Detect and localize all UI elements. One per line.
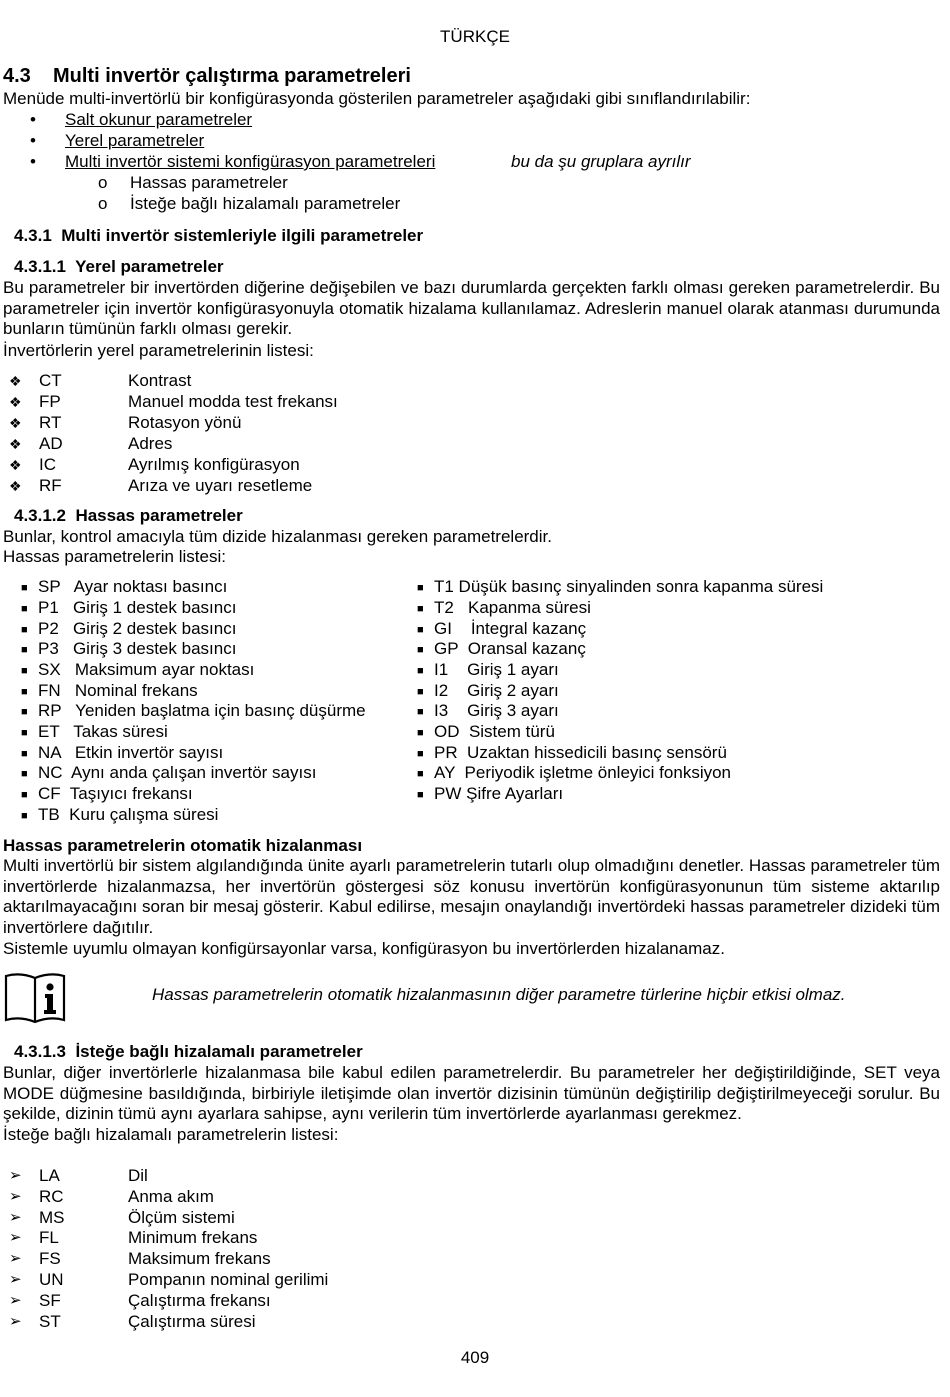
- square-bullet-icon: ■: [417, 768, 424, 780]
- list-item: [0, 1291, 600, 1311]
- category-list: [0, 110, 950, 220]
- subsection-heading-431: [14, 226, 423, 247]
- square-bullet-icon: ■: [21, 748, 28, 760]
- param-item: TB Kuru çalışma süresi: [38, 805, 219, 824]
- info-book-icon: [2, 970, 68, 1026]
- list-item: [0, 1312, 600, 1332]
- param-item: NC Aynı anda çalışan invertör sayısı: [38, 763, 317, 782]
- square-bullet-icon: ■: [417, 603, 424, 615]
- param-item: PW Şifre Ayarları: [434, 784, 564, 803]
- subsection-title: İsteğe bağlı hizalamalı parametreler: [75, 1042, 363, 1061]
- square-bullet-icon: ■: [417, 624, 424, 636]
- param-code: LA: [39, 1166, 60, 1185]
- param-item: NA Etkin invertör sayısı: [38, 743, 224, 762]
- param-desc: Çalıştırma frekansı: [128, 1291, 271, 1310]
- page-header: TÜRKÇE: [440, 27, 510, 46]
- sensitive-params-list-title: Hassas parametrelerin listesi:: [3, 547, 226, 566]
- param-code: IC: [39, 455, 56, 474]
- param-code: FP: [39, 392, 61, 411]
- arrow-bullet-icon: ➢: [9, 1292, 22, 1309]
- category-item: Yerel parametreler: [65, 131, 205, 150]
- param-desc: Dil: [128, 1166, 148, 1185]
- bullet-dot: •: [30, 110, 36, 129]
- sensitive-params-left-list: [0, 577, 420, 827]
- auto-alignment-heading: Hassas parametrelerin otomatik hizalanması: [3, 836, 363, 855]
- param-desc: Çalıştırma süresi: [128, 1312, 256, 1331]
- list-item: [0, 1270, 600, 1290]
- list-item: [0, 1228, 600, 1248]
- arrow-bullet-icon: ➢: [9, 1167, 22, 1184]
- param-desc: Manuel modda test frekansı: [128, 392, 338, 411]
- category-item: Salt okunur parametreler: [65, 110, 253, 129]
- sub-bullet: o: [98, 173, 108, 192]
- subsection-number: 4.3.1.1: [14, 257, 66, 276]
- page-number: 409: [460, 1348, 490, 1367]
- list-item: [0, 455, 600, 475]
- square-bullet-icon: ■: [21, 644, 28, 656]
- param-item: SX Maksimum ayar noktası: [38, 660, 255, 679]
- param-code: SF: [39, 1291, 61, 1310]
- subsection-title: Multi invertör sistemleriyle ilgili parametreler: [61, 226, 424, 245]
- param-code: FS: [39, 1249, 61, 1268]
- local-params-list-title: İnvertörlerin yerel parametrelerinin listesi:: [3, 341, 314, 360]
- subsection-number: 4.3.1.3: [14, 1042, 66, 1061]
- subsection-title: Yerel parametreler: [75, 257, 224, 276]
- param-desc: Adres: [128, 434, 173, 453]
- subsection-number: 4.3.1.2: [14, 506, 66, 525]
- param-code: RF: [39, 476, 62, 495]
- square-bullet-icon: ■: [21, 768, 28, 780]
- square-bullet-icon: ■: [21, 686, 28, 698]
- param-code: CT: [39, 371, 62, 390]
- param-item: RP Yeniden başlatma için basınç düşürme: [38, 701, 366, 720]
- list-item: [0, 476, 600, 496]
- bullet-dot: •: [30, 131, 36, 150]
- param-item: I1 Giriş 1 ayarı: [434, 660, 559, 679]
- square-bullet-icon: ■: [21, 706, 28, 718]
- subcategory-item: Hassas parametreler: [130, 173, 288, 192]
- param-item: ET Takas süresi: [38, 722, 168, 741]
- param-item: I2 Giriş 2 ayarı: [434, 681, 559, 700]
- note-text: Hassas parametrelerin otomatik hizalanmasının diğer parametre türlerine hiçbir etkisi olmaz.: [152, 985, 846, 1004]
- category-item: Multi invertör sistemi konfigürasyon parametreleri: [65, 152, 436, 171]
- list-item: [0, 413, 600, 433]
- param-item: P3 Giriş 3 destek basıncı: [38, 639, 237, 658]
- list-item: [0, 1249, 600, 1269]
- section-heading: [3, 64, 411, 88]
- param-item: GI İntegral kazanç: [434, 619, 587, 638]
- optional-params-list-title: İsteğe bağlı hizalamalı parametrelerin listesi:: [3, 1125, 339, 1144]
- diamond-bullet-icon: ❖: [9, 457, 22, 473]
- section-title: Multi invertör çalıştırma parametreleri: [53, 65, 411, 87]
- param-item: AY Periyodik işletme önleyici fonksiyon: [434, 763, 732, 782]
- diamond-bullet-icon: ❖: [9, 436, 22, 452]
- auto-alignment-paragraph-2: Sistemle uyumlu olmayan konfigürsayonlar varsa, konfigürasyon bu invertörlerden hizalanamaz.: [3, 939, 725, 958]
- arrow-bullet-icon: ➢: [9, 1209, 22, 1226]
- list-item: [0, 392, 600, 412]
- arrow-bullet-icon: ➢: [9, 1188, 22, 1205]
- square-bullet-icon: ■: [417, 582, 424, 594]
- param-desc: Rotasyon yönü: [128, 413, 242, 432]
- diamond-bullet-icon: ❖: [9, 394, 22, 410]
- square-bullet-icon: ■: [21, 810, 28, 822]
- square-bullet-icon: ■: [21, 665, 28, 677]
- list-item: [0, 1166, 600, 1186]
- square-bullet-icon: ■: [417, 644, 424, 656]
- param-desc: Arıza ve uyarı resetleme: [128, 476, 313, 495]
- param-code: RC: [39, 1187, 64, 1206]
- param-item: OD Sistem türü: [434, 722, 555, 741]
- square-bullet-icon: ■: [417, 665, 424, 677]
- param-item: I3 Giriş 3 ayarı: [434, 701, 559, 720]
- square-bullet-icon: ■: [21, 727, 28, 739]
- param-item: T1 Düşük basınç sinyalinden sonra kapanma süresi: [434, 577, 824, 596]
- optional-params-list: [0, 1166, 600, 1334]
- param-item: PR Uzaktan hissedicili basınç sensörü: [434, 743, 727, 762]
- param-code: FL: [39, 1228, 59, 1247]
- param-item: CF Taşıyıcı frekansı: [38, 784, 193, 803]
- param-desc: Maksimum frekans: [128, 1249, 271, 1268]
- param-code: ST: [39, 1312, 61, 1331]
- bullet-dot: •: [30, 152, 36, 171]
- list-item: [0, 1208, 600, 1228]
- sensitive-params-right-list: [410, 577, 945, 807]
- param-code: AD: [39, 434, 63, 453]
- square-bullet-icon: ■: [417, 789, 424, 801]
- param-item: GP Oransal kazanç: [434, 639, 586, 658]
- section-number: 4.3: [3, 65, 31, 87]
- arrow-bullet-icon: ➢: [9, 1229, 22, 1246]
- param-item: T2 Kapanma süresi: [434, 598, 591, 617]
- square-bullet-icon: ■: [21, 603, 28, 615]
- square-bullet-icon: ■: [417, 706, 424, 718]
- list-item: [0, 1187, 600, 1207]
- diamond-bullet-icon: ❖: [9, 415, 22, 431]
- subsection-heading-4312: [14, 506, 243, 527]
- arrow-bullet-icon: ➢: [9, 1250, 22, 1267]
- intro-text: Menüde multi-invertörlü bir konfigürasyonda gösterilen parametreler aşağıdaki gibi sınıflandırılabilir:: [3, 89, 751, 108]
- param-desc: Anma akım: [128, 1187, 214, 1206]
- subsection-heading-4313: [14, 1042, 363, 1063]
- param-item: SP Ayar noktası basıncı: [38, 577, 228, 596]
- param-code: RT: [39, 413, 62, 432]
- subsection-title: Hassas parametreler: [75, 506, 243, 525]
- sensitive-params-paragraph: Bunlar, kontrol amacıyla tüm dizide hizalanması gereken parametrelerdir.: [3, 527, 552, 546]
- square-bullet-icon: ■: [417, 727, 424, 739]
- square-bullet-icon: ■: [417, 748, 424, 760]
- param-code: UN: [39, 1270, 64, 1289]
- square-bullet-icon: ■: [417, 686, 424, 698]
- param-desc: Pompanın nominal gerilimi: [128, 1270, 329, 1289]
- list-item: [0, 371, 600, 391]
- arrow-bullet-icon: ➢: [9, 1313, 22, 1330]
- diamond-bullet-icon: ❖: [9, 478, 22, 494]
- square-bullet-icon: ■: [21, 789, 28, 801]
- diamond-bullet-icon: ❖: [9, 373, 22, 389]
- param-item: P2 Giriş 2 destek basıncı: [38, 619, 237, 638]
- param-desc: Kontrast: [128, 371, 192, 390]
- optional-params-paragraph: Bunlar, diğer invertörlerle hizalanmasa bile kabul edilen parametrelerdir. Bu parametreler her değiştirildiğinde, SET veya MODE düğmesine basıldığında, birbiriyle iletişimde olan invertör dizisinin tümünün değiştirilip değiştirilmeyeceği sorulur. Bu şekilde, dizinin tümü aynı ayarlara sahipse, aynı verilerin tüm invertörlerde ayarlanması gerekmez.: [3, 1063, 940, 1124]
- sub-bullet: o: [98, 194, 108, 213]
- param-desc: Minimum frekans: [128, 1228, 258, 1247]
- list-item: [0, 434, 600, 454]
- param-item: P1 Giriş 1 destek basıncı: [38, 598, 237, 617]
- param-code: MS: [39, 1208, 65, 1227]
- subsection-heading-4311: [14, 257, 224, 278]
- category-note: bu da şu gruplara ayrılır: [511, 152, 691, 171]
- param-desc: Ölçüm sistemi: [128, 1208, 235, 1227]
- param-desc: Ayrılmış konfigürasyon: [128, 455, 300, 474]
- square-bullet-icon: ■: [21, 582, 28, 594]
- square-bullet-icon: ■: [21, 624, 28, 636]
- arrow-bullet-icon: ➢: [9, 1271, 22, 1288]
- local-params-list: [0, 371, 600, 497]
- subsection-number: 4.3.1: [14, 226, 52, 245]
- subcategory-item: İsteğe bağlı hizalamalı parametreler: [130, 194, 401, 213]
- auto-alignment-paragraph: Multi invertörlü bir sistem algılandığında ünite ayarlı parametrelerin tutarlı olup olmadığını denetler. Hassas parametreler tüm invertörlerde hizalanmazsa, her invertörün göstergesi söz konusu invertörün konfigürasyonunun tüm sisteme aktarılıp aktarılmayacağını soran bir mesaj gösterir. Kabul edilirse, mesajın onaylandığı invertördeki hassas parametreler dizideki tüm invertörlere dağıtılır.: [3, 856, 940, 938]
- local-params-paragraph: Bu parametreler bir invertörden diğerine değişebilen ve bazı durumlarda gerçekten farklı olması gereken parametrelerdir. Bu parametreler için invertör konfigürasyonuyla otomatik hizalama kullanılamaz. Adreslerin manuel olarak atanması durumunda bunların tümünün farklı olması gerekir.: [3, 278, 940, 339]
- param-item: FN Nominal frekans: [38, 681, 198, 700]
